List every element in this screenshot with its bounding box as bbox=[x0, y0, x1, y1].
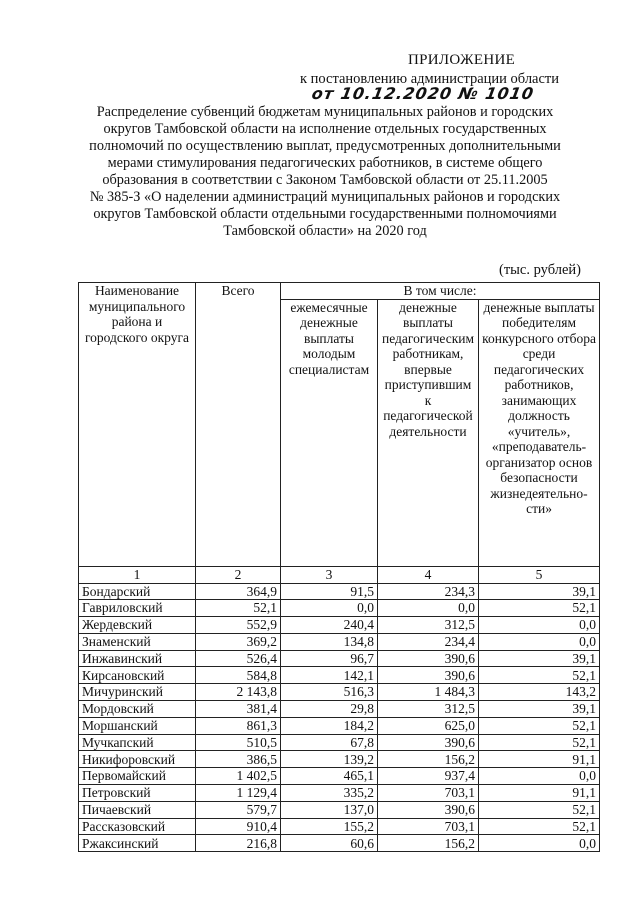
total-value: 552,9 bbox=[196, 617, 281, 634]
column-number-row bbox=[79, 566, 600, 583]
total-value: 910,4 bbox=[196, 818, 281, 835]
district-name: Инжавинский bbox=[79, 650, 196, 667]
young-specialists-value: 137,0 bbox=[281, 801, 378, 818]
first-time-teachers-value: 625,0 bbox=[378, 717, 479, 734]
contest-winners-value: 52,1 bbox=[479, 818, 600, 835]
district-name: Бондарский bbox=[79, 583, 196, 600]
young-specialists-value: 0,0 bbox=[281, 600, 378, 617]
title-line: мерами стимулирования педагогических работников, в системе общего bbox=[107, 155, 543, 171]
table-row bbox=[79, 717, 600, 734]
column-number: 4 bbox=[378, 566, 479, 583]
table-row bbox=[79, 667, 600, 684]
contest-winners-value: 0,0 bbox=[479, 835, 600, 852]
header-col3: ежемесячные денежные выплаты молодым специалистам bbox=[281, 299, 378, 566]
total-value: 861,3 bbox=[196, 717, 281, 734]
table-row bbox=[79, 701, 600, 718]
first-time-teachers-value: 937,4 bbox=[378, 768, 479, 785]
district-name: Моршанский bbox=[79, 717, 196, 734]
table-row bbox=[79, 785, 600, 802]
first-time-teachers-value: 156,2 bbox=[378, 835, 479, 852]
total-value: 386,5 bbox=[196, 751, 281, 768]
contest-winners-value: 39,1 bbox=[479, 650, 600, 667]
young-specialists-value: 516,3 bbox=[281, 684, 378, 701]
young-specialists-value: 142,1 bbox=[281, 667, 378, 684]
district-name: Мучкапский bbox=[79, 734, 196, 751]
contest-winners-value: 52,1 bbox=[479, 717, 600, 734]
total-value: 510,5 bbox=[196, 734, 281, 751]
table-row bbox=[79, 684, 600, 701]
first-time-teachers-value: 390,6 bbox=[378, 734, 479, 751]
table-row bbox=[79, 768, 600, 785]
district-name: Первомайский bbox=[79, 768, 196, 785]
units-label: (тыс. рублей) bbox=[499, 262, 581, 278]
first-time-teachers-value: 312,5 bbox=[378, 617, 479, 634]
young-specialists-value: 184,2 bbox=[281, 717, 378, 734]
district-name: Кирсановский bbox=[79, 667, 196, 684]
district-name: Рассказовский bbox=[79, 818, 196, 835]
young-specialists-value: 465,1 bbox=[281, 768, 378, 785]
district-name: Никифоровский bbox=[79, 751, 196, 768]
district-name: Петровский bbox=[79, 785, 196, 802]
district-name: Пичаевский bbox=[79, 801, 196, 818]
contest-winners-value: 39,1 bbox=[479, 701, 600, 718]
contest-winners-value: 143,2 bbox=[479, 684, 600, 701]
first-time-teachers-value: 390,6 bbox=[378, 650, 479, 667]
handwritten-date-number: от 10.12.2020 № 1010 bbox=[310, 84, 536, 103]
first-time-teachers-value: 390,6 bbox=[378, 667, 479, 684]
title-line: округов Тамбовской области отдельными государственными полномочиями bbox=[93, 206, 557, 222]
total-value: 2 143,8 bbox=[196, 684, 281, 701]
contest-winners-value: 52,1 bbox=[479, 801, 600, 818]
district-name: Гавриловский bbox=[79, 600, 196, 617]
first-time-teachers-value: 390,6 bbox=[378, 801, 479, 818]
contest-winners-value: 91,1 bbox=[479, 785, 600, 802]
young-specialists-value: 96,7 bbox=[281, 650, 378, 667]
title-line: полномочий по осуществлению выплат, предусмотренных дополнительными bbox=[89, 138, 561, 154]
document-title bbox=[88, 104, 562, 240]
contest-winners-value: 0,0 bbox=[479, 633, 600, 650]
title-line: Распределение субвенций бюджетам муниципальных районов и городских bbox=[96, 104, 554, 120]
contest-winners-value: 52,1 bbox=[479, 667, 600, 684]
subventions-table bbox=[78, 282, 600, 852]
total-value: 364,9 bbox=[196, 583, 281, 600]
total-value: 1 402,5 bbox=[196, 768, 281, 785]
first-time-teachers-value: 312,5 bbox=[378, 701, 479, 718]
title-line: округов Тамбовской области на исполнение отдельных государственных bbox=[103, 121, 547, 137]
young-specialists-value: 240,4 bbox=[281, 617, 378, 634]
table-row bbox=[79, 835, 600, 852]
contest-winners-value: 0,0 bbox=[479, 768, 600, 785]
total-value: 584,8 bbox=[196, 667, 281, 684]
header-col5: денежные выплаты победителям конкурсного отбора среди педагогических работников, занимающих должность «учитель», «преподаватель-организатор основ безопасности жизнедеятельно-сти» bbox=[479, 299, 600, 566]
table-row bbox=[79, 818, 600, 835]
young-specialists-value: 29,8 bbox=[281, 701, 378, 718]
header-including: В том числе: bbox=[281, 283, 600, 300]
header-col4: денежные выплаты педагогическим работникам, впервые приступившим к педагогической деятельности bbox=[378, 299, 479, 566]
total-value: 579,7 bbox=[196, 801, 281, 818]
first-time-teachers-value: 234,4 bbox=[378, 633, 479, 650]
table-row bbox=[79, 617, 600, 634]
total-value: 216,8 bbox=[196, 835, 281, 852]
total-value: 526,4 bbox=[196, 650, 281, 667]
district-name: Мичуринский bbox=[79, 684, 196, 701]
district-name: Мордовский bbox=[79, 701, 196, 718]
appendix-subtitle: к постановлению администрации области bbox=[300, 71, 560, 87]
table-row bbox=[79, 801, 600, 818]
table-row bbox=[79, 734, 600, 751]
total-value: 369,2 bbox=[196, 633, 281, 650]
young-specialists-value: 67,8 bbox=[281, 734, 378, 751]
first-time-teachers-value: 0,0 bbox=[378, 600, 479, 617]
table-header-row bbox=[79, 283, 600, 300]
column-number: 1 bbox=[79, 566, 196, 583]
district-name: Ржаксинский bbox=[79, 835, 196, 852]
young-specialists-value: 139,2 bbox=[281, 751, 378, 768]
table-row bbox=[79, 751, 600, 768]
table-row bbox=[79, 583, 600, 600]
contest-winners-value: 91,1 bbox=[479, 751, 600, 768]
young-specialists-value: 60,6 bbox=[281, 835, 378, 852]
contest-winners-value: 52,1 bbox=[479, 734, 600, 751]
appendix-title: ПРИЛОЖЕНИЕ bbox=[408, 52, 516, 68]
first-time-teachers-value: 703,1 bbox=[378, 785, 479, 802]
column-number: 5 bbox=[479, 566, 600, 583]
table-row bbox=[79, 633, 600, 650]
total-value: 1 129,4 bbox=[196, 785, 281, 802]
header-name: Наименование муниципального района и городского округа bbox=[79, 283, 196, 567]
contest-winners-value: 39,1 bbox=[479, 583, 600, 600]
total-value: 52,1 bbox=[196, 600, 281, 617]
first-time-teachers-value: 703,1 bbox=[378, 818, 479, 835]
header-total: Всего bbox=[196, 283, 281, 567]
contest-winners-value: 52,1 bbox=[479, 600, 600, 617]
first-time-teachers-value: 234,3 bbox=[378, 583, 479, 600]
column-number: 3 bbox=[281, 566, 378, 583]
title-line: образования в соответствии с Законом Тамбовской области от 25.11.2005 bbox=[102, 172, 548, 188]
district-name: Жердевский bbox=[79, 617, 196, 634]
first-time-teachers-value: 156,2 bbox=[378, 751, 479, 768]
young-specialists-value: 155,2 bbox=[281, 818, 378, 835]
young-specialists-value: 91,5 bbox=[281, 583, 378, 600]
first-time-teachers-value: 1 484,3 bbox=[378, 684, 479, 701]
table-row bbox=[79, 600, 600, 617]
young-specialists-value: 134,8 bbox=[281, 633, 378, 650]
total-value: 381,4 bbox=[196, 701, 281, 718]
column-number: 2 bbox=[196, 566, 281, 583]
table-row bbox=[79, 650, 600, 667]
contest-winners-value: 0,0 bbox=[479, 617, 600, 634]
title-line: № 385-З «О наделении администраций муниципальных районов и городских bbox=[89, 189, 561, 205]
district-name: Знаменский bbox=[79, 633, 196, 650]
title-line: Тамбовской области» на 2020 год bbox=[223, 223, 427, 239]
young-specialists-value: 335,2 bbox=[281, 785, 378, 802]
